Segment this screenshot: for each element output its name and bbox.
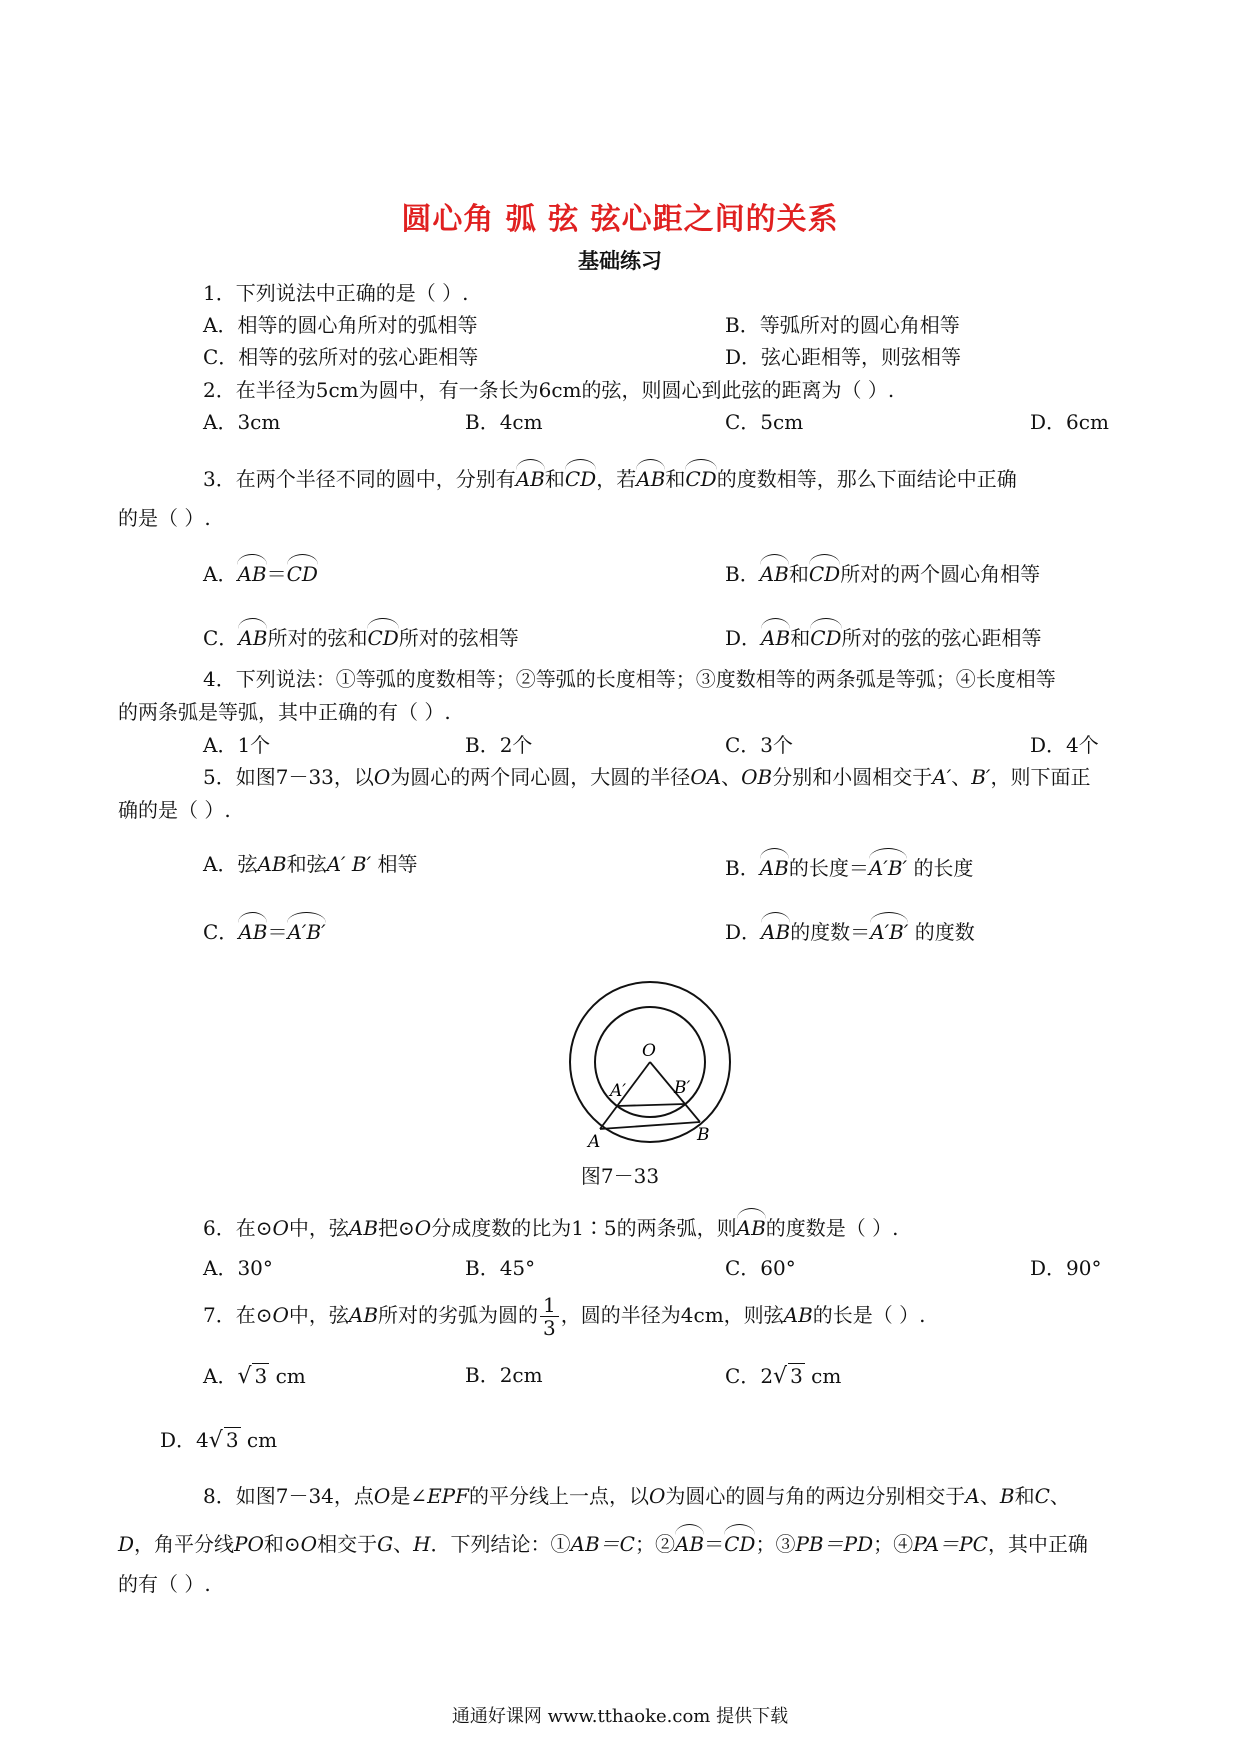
label-bp: B′ (674, 1078, 691, 1098)
q7-option-b: B．2cm (465, 1363, 543, 1387)
q2-option-c: C．5cm (725, 410, 804, 434)
arc-cd: CD (367, 622, 398, 650)
concentric-circles-figure (560, 972, 740, 1152)
q6-option-c: C．60° (725, 1256, 796, 1280)
arc-ab: AB (675, 1528, 704, 1556)
arc-ab: AB (516, 463, 545, 491)
q8-stem-line2: D，角平分线PO和⊙O相交于G、H．下列结论：①AB＝C；②AB＝CD；③PB＝PD；④PA＝PC，其中正确 (118, 1528, 1088, 1556)
arc-apbp: A′B′ (870, 916, 908, 944)
q5-option-d: D．AB的度数＝A′B′ 的度数 (725, 916, 975, 944)
sqrt-sign-icon: √ (208, 1428, 223, 1453)
q3-option-a: A．AB＝CD (203, 558, 318, 586)
q7-option-c: C．2√ 3 cm (725, 1364, 842, 1389)
arc-ab: AB (760, 558, 789, 586)
q2-stem: 2．在半径为5cm为圆中，有一条长为6cm的弦，则圆心到此弦的距离为（ ）. (203, 378, 895, 402)
arc-ab: AB (761, 916, 790, 944)
q6-option-b: B．45° (465, 1256, 536, 1280)
arc-cd: CD (724, 1528, 755, 1556)
chord-ab (600, 1122, 700, 1129)
label-b: B (697, 1125, 710, 1145)
q6-option-a: A．30° (203, 1256, 273, 1280)
arc-ab: AB (761, 622, 790, 650)
q2-option-b: B．4cm (465, 410, 543, 434)
page-footer: 通通好课网 www.tthaoke.com 提供下载 (451, 1706, 789, 1727)
q3-option-d: D．AB和CD所对的弦的弦心距相等 (725, 622, 1042, 650)
q2-option-a: A．3cm (203, 410, 281, 434)
q4-option-a: A．1个 (203, 733, 271, 757)
q4-option-d: D．4个 (1030, 733, 1099, 757)
arc-cd: CD (809, 558, 840, 586)
sqrt-sign-icon: √ (773, 1364, 788, 1389)
arc-ab: AB (760, 852, 789, 880)
q3-option-b: B．AB和CD所对的两个圆心角相等 (725, 558, 1040, 586)
page-title: 圆心角 弧 弦 弦心距之间的关系 (401, 202, 839, 237)
q3-option-c: C．AB所对的弦和CD所对的弦相等 (203, 622, 519, 650)
q4-stem-line1: 4．下列说法：①等弧的度数相等；②等弧的长度相等；③度数相等的两条弧是等弧；④长度相等 (203, 667, 1056, 691)
arc-ab: AB (237, 558, 266, 586)
q1-option-d: D．弦心距相等，则弦相等 (725, 345, 962, 369)
q8-stem-line3: 的有（ ）. (118, 1572, 211, 1596)
q6-stem: 6．在⊙O中，弦AB把⊙O分成度数的比为1∶5的两条弧，则AB的度数是（ ）. (203, 1212, 899, 1240)
q3-stem-line2: 的是（ ）. (118, 506, 211, 530)
sqrt-sign-icon: √ (237, 1364, 252, 1389)
arc-cd: CD (565, 463, 596, 491)
figure-caption: 图7－33 (580, 1164, 660, 1188)
arc-ab: AB (636, 463, 665, 491)
q5-stem-line2: 确的是（ ）. (118, 798, 231, 822)
q5-stem-line1: 5．如图7－33，以O为圆心的两个同心圆，大圆的半径OA、OB分别和小圆相交于A′、B′，则下面正 (203, 765, 1091, 789)
q7-stem: 7．在⊙O中，弦AB所对的劣弧为圆的 $\frac{1}{3}$ ，圆的半径为4cm，则弦AB的长是（ ）. (203, 1293, 926, 1340)
q5-option-c: C．AB＝A′B′ (203, 916, 326, 944)
q4-option-c: C．3个 (725, 733, 794, 757)
q6-option-d: D．90° (1030, 1256, 1102, 1280)
section-subtitle: 基础练习 (578, 249, 662, 273)
q7-option-a: A．√ 3 cm (203, 1364, 306, 1389)
q7-option-d: D．4√ 3 cm (160, 1428, 278, 1453)
q1-stem: 1．下列说法中正确的是（ ）. (203, 281, 469, 305)
q4-option-b: B．2个 (465, 733, 533, 757)
fraction-one-third: $\frac{1}{3}$ (540, 1294, 559, 1339)
arc-ab: AB (238, 916, 267, 944)
q1-option-c: C．相等的弦所对的弦心距相等 (203, 345, 479, 369)
arc-ab: AB (238, 622, 267, 650)
q3-stem-line1: 3．在两个半径不同的圆中，分别有AB和CD，若AB和CD的度数相等，那么下面结论中正确 (203, 463, 1017, 491)
arc-cd: CD (287, 558, 318, 586)
arc-cd: CD (685, 463, 716, 491)
q5-option-a: A．弦AB和弦A′ B′ 相等 (203, 852, 418, 876)
label-o: O (642, 1041, 656, 1061)
arc-apbp: A′B′ (287, 916, 325, 944)
q8-stem-line1: 8．如图7－34，点O是∠EPF的平分线上一点，以O为圆心的圆与角的两边分别相交于A、B和C、 (203, 1484, 1070, 1508)
label-a: A (588, 1132, 601, 1152)
q1-option-a: A．相等的圆心角所对的弧相等 (203, 313, 478, 337)
q2-option-d: D．6cm (1030, 410, 1109, 434)
chord-apbp (617, 1104, 685, 1106)
arc-ab: AB (737, 1212, 766, 1240)
label-ap: A′ (610, 1081, 627, 1101)
arc-apbp: A′B′ (869, 852, 907, 880)
arc-cd: CD (810, 622, 841, 650)
q5-option-b: B．AB的长度＝A′B′ 的长度 (725, 852, 973, 880)
q1-option-b: B．等弧所对的圆心角相等 (725, 313, 960, 337)
q4-stem-line2: 的两条弧是等弧，其中正确的有（ ）. (118, 700, 451, 724)
